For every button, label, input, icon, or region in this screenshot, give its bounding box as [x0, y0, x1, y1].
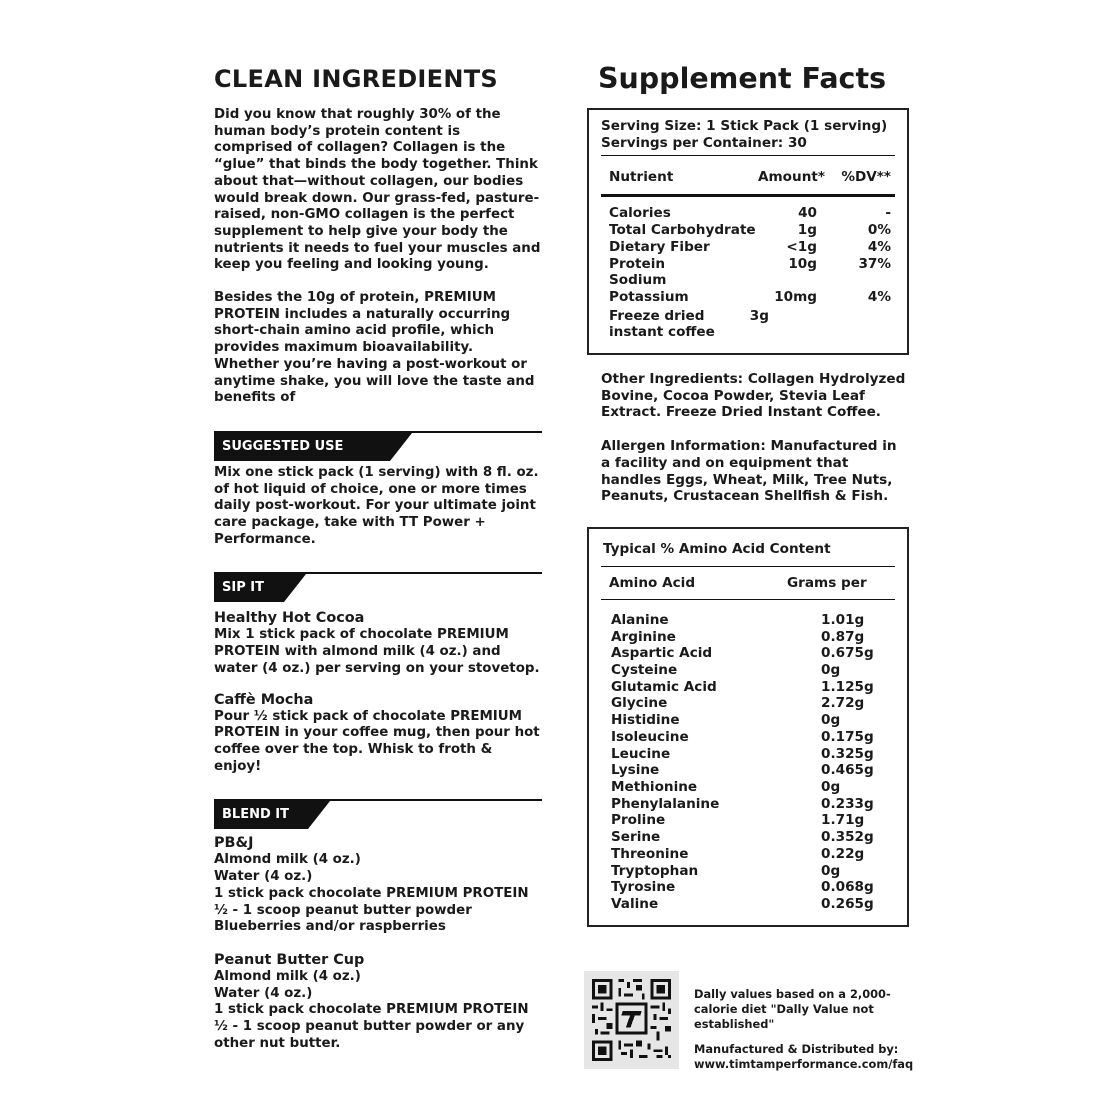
left-column — [214, 62, 542, 1052]
amino-acid-name: Valine — [611, 895, 659, 912]
amino-acid-grams: 1.125g — [821, 678, 874, 695]
amino-table-header — [601, 567, 895, 599]
recipe-hot-cocoa — [214, 610, 542, 677]
serving-size: Serving Size: 1 Stick Pack (1 serving) — [601, 118, 888, 134]
amino-acid-grams: 1.01g — [821, 611, 865, 628]
table-row — [609, 812, 895, 829]
nutrient-amount: 3g — [749, 307, 769, 324]
amino-acid-name: Lysine — [611, 762, 660, 779]
table-row — [609, 896, 895, 913]
amino-acid-grams: 0.265g — [821, 895, 874, 912]
amino-acid-name: Leucine — [611, 745, 671, 762]
nutrient-name: Protein — [609, 255, 666, 272]
suggested-use-header — [214, 431, 542, 461]
table-row — [609, 256, 895, 273]
table-row — [609, 272, 895, 289]
clean-ingredients-heading: CLEAN INGREDIENTS — [214, 65, 498, 93]
amino-acid-name: Aspartic Acid — [611, 645, 713, 662]
table-row — [609, 679, 895, 696]
table-row — [609, 308, 895, 341]
ingredient-line: Blueberries and/or raspberries — [214, 919, 446, 935]
other-ingredients: Other Ingredients: Collagen Hydrolyzed Bovine, Cocoa Powder, Stevia Leaf Extract. Freeze Dried Instant Coffee. — [601, 371, 906, 421]
nutrient-amount: 10mg — [774, 288, 817, 305]
amino-acid-name: Tryptophan — [611, 862, 699, 879]
ingredient-line: Almond milk (4 oz.) — [214, 852, 361, 868]
table-row — [609, 222, 895, 239]
recipe-title: Peanut Butter Cup — [214, 951, 365, 968]
nutrient-amount: <1g — [786, 238, 817, 255]
ingredient-line: Almond milk (4 oz.) — [214, 968, 361, 984]
nutrient-name: Potassium — [609, 288, 689, 305]
amino-acid-grams: 0.352g — [821, 829, 874, 846]
nutrient-amount: 40 — [798, 205, 817, 222]
nutrient-name: Total Carbohydrate — [609, 222, 756, 239]
nutrient-dv — [825, 272, 895, 289]
amino-acid-name: Histidine — [611, 712, 680, 729]
blend-it-label: BLEND IT — [214, 801, 308, 829]
amino-acid-name: Tyrosine — [611, 879, 676, 896]
blend-it-header — [214, 799, 542, 829]
table-row — [609, 612, 895, 629]
table-row — [609, 205, 895, 222]
table-row — [609, 879, 895, 896]
amino-acid-grams: 0g — [821, 662, 841, 679]
amino-acid-name: Alanine — [611, 611, 669, 628]
amino-table-body — [601, 600, 895, 913]
ingredient-line: ½ - 1 scoop peanut butter powder or any other nut butter. — [214, 1019, 525, 1051]
amino-acid-grams: 1.71g — [821, 812, 865, 829]
amino-acid-panel — [587, 527, 909, 927]
benefits-paragraph: Besides the 10g of protein, PREMIUM PROTEIN includes a naturally occurring short-chain amino acid profile, which provides maximum bioavailability. Whether you’re having a post-workout or anytime shake, you will love the taste and benefits of — [214, 290, 535, 406]
intro-paragraph: Did you know that roughly 30% of the human body’s protein content is comprised of collagen? Collagen is the “glue” that binds the body together. Think about that—without collagen, our bodies would break down. Our grass-fed, pasture-raised, non-GMO collagen is the perfect supplement to help give your body the nutrients it needs to fuel your muscles and keep you feeling and looking young. — [214, 107, 541, 273]
amino-acid-name: Glycine — [611, 695, 668, 712]
table-row — [609, 645, 895, 662]
table-row — [609, 829, 895, 846]
recipe-caffe-mocha — [214, 692, 542, 776]
qr-code-graphic — [589, 976, 674, 1064]
amino-acid-name: Isoleucine — [611, 728, 689, 745]
header-grams: Grams per — [787, 574, 867, 591]
amino-acid-grams: 0g — [821, 712, 841, 729]
table-row — [609, 846, 895, 863]
ingredient-line: 1 stick pack chocolate PREMIUM PROTEIN — [214, 885, 529, 901]
nutrient-dv — [777, 308, 847, 341]
website-link[interactable]: www.timtamperformance.com/faq — [694, 1057, 914, 1072]
nutrient-name: Sodium — [609, 272, 667, 289]
suggested-use-body: Mix one stick pack (1 serving) with 8 fl. oz. of hot liquid of choice, one or more times daily post-workout. For your ultimate joint care package, take with TT Power + Performance. — [214, 464, 539, 547]
amino-acid-grams: 0.22g — [821, 845, 865, 862]
amino-acid-grams: 2.72g — [821, 695, 865, 712]
nutrient-dv: - — [885, 205, 891, 222]
table-row — [609, 662, 895, 679]
amino-acid-grams: 0.175g — [821, 728, 874, 745]
recipe-title: Caffè Mocha — [214, 691, 314, 708]
nutrient-name: Calories — [609, 205, 671, 222]
amino-acid-grams: 0g — [821, 862, 841, 879]
header-amino-acid: Amino Acid — [609, 574, 696, 591]
table-row — [609, 863, 895, 880]
recipe-title: PB&J — [214, 835, 254, 852]
amino-acid-name: Phenylalanine — [611, 795, 720, 812]
amino-acid-grams: 0.068g — [821, 879, 874, 896]
amino-panel-title: Typical % Amino Acid Content — [603, 540, 831, 557]
amino-acid-grams: 0.325g — [821, 745, 874, 762]
amino-acid-grams: 0g — [821, 778, 841, 795]
header-amount: Amount* — [758, 169, 825, 186]
ingredient-line: 1 stick pack chocolate PREMIUM PROTEIN — [214, 1002, 529, 1018]
table-row — [609, 239, 895, 256]
nutrient-amount: 10g — [788, 255, 817, 272]
table-row — [609, 629, 895, 646]
amino-acid-name: Glutamic Acid — [611, 678, 717, 695]
table-row — [609, 762, 895, 779]
recipe-title: Healthy Hot Cocoa — [214, 610, 365, 627]
header-dv: %DV** — [841, 169, 891, 186]
nutrient-table-header — [601, 156, 895, 194]
recipe-body: Pour ½ stick pack of chocolate PREMIUM PROTEIN in your coffee mug, then pour hot coffee over the top. Whisk to froth & enjoy! — [214, 708, 540, 774]
amino-acid-grams: 0.465g — [821, 762, 874, 779]
amino-acid-name: Cysteine — [611, 662, 678, 679]
table-row — [609, 779, 895, 796]
qr-code-icon[interactable] — [584, 971, 679, 1069]
manufactured-by: Manufactured & Distributed by: — [694, 1042, 899, 1057]
amino-acid-grams: 0.675g — [821, 645, 874, 662]
ingredient-line: Water (4 oz.) — [214, 985, 313, 1001]
nutrient-dv: 37% — [858, 255, 891, 272]
ingredient-line: ½ - 1 scoop peanut butter powder — [214, 902, 472, 918]
daily-value-note: Dally values based on a 2,000-calorie diet "Dally Value not established" — [694, 987, 891, 1031]
table-row — [609, 746, 895, 763]
amino-acid-name: Serine — [611, 829, 661, 846]
supplement-facts-panel — [587, 108, 909, 355]
sip-it-header — [214, 572, 542, 602]
nutrient-name: Dietary Fiber — [609, 238, 710, 255]
recipe-pbj — [214, 835, 542, 936]
supplement-facts-heading: Supplement Facts — [597, 62, 887, 95]
recipe-body: Mix 1 stick pack of chocolate PREMIUM PROTEIN with almond milk (4 oz.) and water (4 oz.) per serving on your stovetop. — [214, 627, 540, 676]
amino-acid-name: Methionine — [611, 778, 698, 795]
right-column — [587, 62, 909, 927]
amino-acid-grams: 0.233g — [821, 795, 874, 812]
allergen-information: Allergen Information: Manufactured in a facility and on equipment that handles Eggs, Wheat, Milk, Tree Nuts, Peanuts, Crustacean Shellfish & Fish. — [601, 438, 897, 505]
recipe-peanut-butter-cup — [214, 952, 542, 1053]
footnote — [694, 987, 934, 1072]
amino-acid-name: Proline — [611, 812, 666, 829]
table-row — [609, 289, 895, 306]
nutrient-name: Freeze dried instant coffee — [609, 307, 715, 341]
ingredient-line: Water (4 oz.) — [214, 869, 313, 885]
nutrient-dv: 0% — [867, 222, 891, 239]
amino-acid-grams: 0.87g — [821, 628, 865, 645]
nutrient-amount: 1g — [797, 222, 817, 239]
sip-it-label: SIP IT — [214, 574, 284, 602]
servings-per-container: Servings per Container: 30 — [601, 134, 807, 151]
nutrient-dv: 4% — [867, 238, 891, 255]
nutrient-dv: 4% — [867, 288, 891, 305]
table-row — [609, 796, 895, 813]
table-row — [609, 729, 895, 746]
amino-acid-name: Arginine — [611, 628, 676, 645]
amino-acid-name: Threonine — [611, 845, 689, 862]
header-nutrient: Nutrient — [609, 169, 674, 186]
table-row — [609, 695, 895, 712]
nutrient-table-body — [601, 197, 895, 341]
nutrient-amount — [757, 272, 825, 289]
suggested-use-label: SUGGESTED USE — [214, 433, 390, 461]
table-row — [609, 712, 895, 729]
